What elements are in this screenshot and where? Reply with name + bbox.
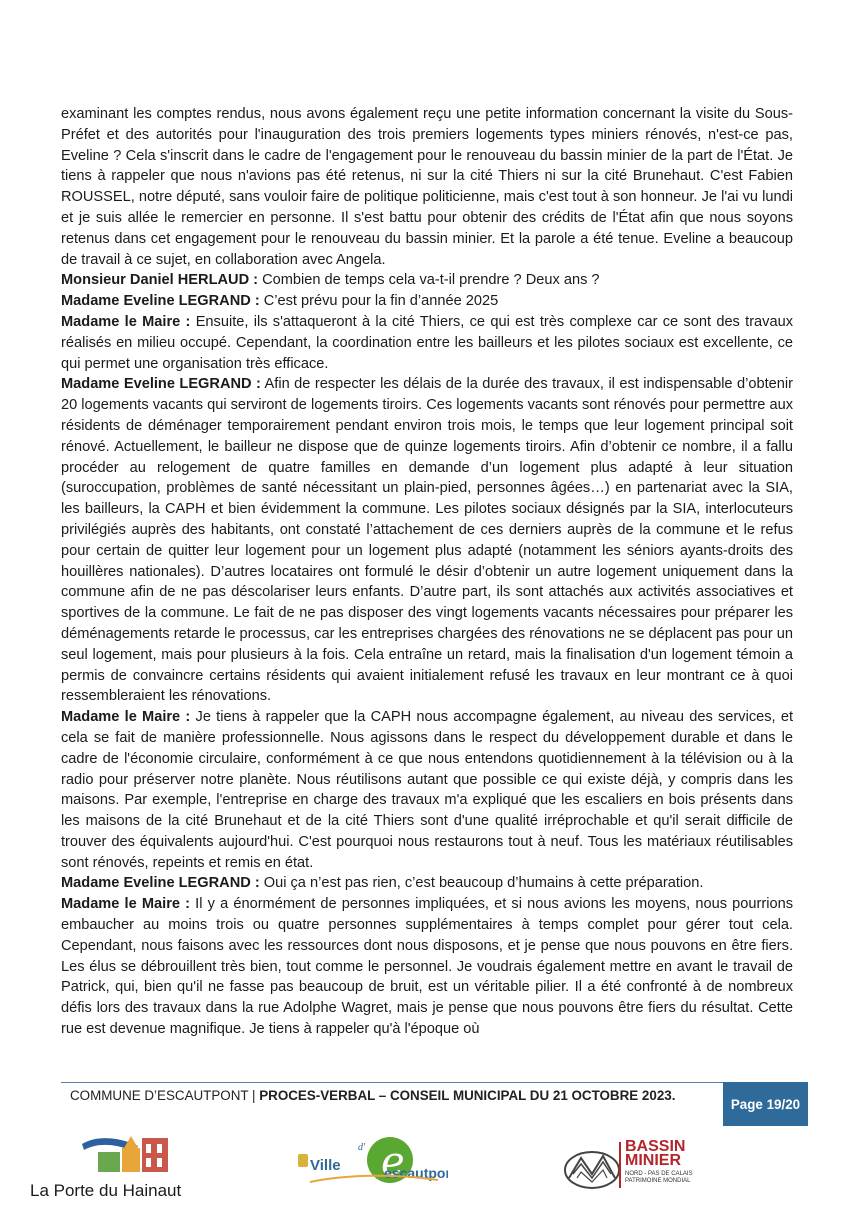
paragraph <box>61 894 793 1040</box>
paragraph-text: Je tiens à rappeler que la CAPH nous accompagne également, au niveau des services, et cela se fait de manière professionnelle. Nous agissons dans le respect du développement durable et dans le cadre de l'économie circulaire, conformément à ce que nous entendons quotidiennement à la télévision ou à la radio pour préserver notre planète. Nous réutilisons autant que possible ce qui existe déjà, y compris dans les maisons. Par exemple, l'entreprise en charge des travaux m'a expliqué que les escaliers en bois présents dans les maisons de la cité Brunehaut et de la cité Thiers sont d'une qualité irréprochable et qu'il serait difficile de trouver des équivalents aujourd'hui. C'est pourquoi nous restaurons tout à neuf. Tous les matériaux réutilisables sont rénovés, repeints et remis en état. <box>61 709 793 871</box>
bassin-title <box>625 1140 685 1168</box>
paragraph-text: C’est prévu pour la fin d’année 2025 <box>259 293 499 310</box>
escautpont-d: d' <box>358 1142 366 1153</box>
svg-text:e: e <box>381 1139 405 1185</box>
paragraph <box>61 291 793 312</box>
speaker-name: Madame Eveline LEGRAND : <box>61 875 260 892</box>
paragraph <box>61 270 793 291</box>
speaker-name: Madame le Maire : <box>61 313 191 330</box>
paragraph <box>61 707 793 873</box>
document-body <box>61 104 793 1040</box>
paragraph-text: Combien de temps cela va-t-il prendre ? Deux ans ? <box>258 272 600 289</box>
paragraph <box>61 374 793 707</box>
bassin-line-1: BASSIN <box>625 1138 686 1155</box>
paragraph-text: Afin de respecter les délais de la durée des travaux, il est indispensable d’obtenir 20 logements vacants qui serviront de logements tiroirs. Ces logements vacants sont rénovés pour permettre aux résidents de déménager temporairement pendant environ trois mois, le temps que leur logement principal soit rénové. Actuellement, le bailleur ne dispose que de quinze logements tiroirs. Afin d’obtenir ce nombre, il a fallu procéder au relogement de quatre familles en demande d’un logement plus adapté à leur situation (suroccupation, problèmes de santé nécessitant un plain-pied, personnes âgées…) en partenariat avec la SIA, les bailleurs, la CAPH et bien évidemment la commune. Les pilotes sociaux désignés par la SIA, interlocuteurs privilégiés auprès des habitants, ont constaté l’attachement de ces derniers auprès de la commune et le refus pour certain de quitter leur logement pour un logement plus adapté (notamment les séniors ayants-droits des houillères nationales). D’autres locataires ont formulé le désir d’obtenir un autre logement uniquement dans la commune afin de ne pas déscolariser leurs enfants. D’autre part, ils sont attachés aux activités associatives et sportives de la commune. Le fait de ne pas disposer des vingt logements vacants nécessaires pour préparer les déménagements retarde le processus, car les entreprises chargées des rénovations ne se déplacent pas pour un seul logement, mais pour plusieurs à la fois. Cela entraîne un retard, mais la finalisation d'un logement témoin a permis de convaincre certains résidents qui avaient initialement refusé les travaux en leur montrant ce à quoi ressembleraient les rénovations. <box>61 376 793 705</box>
escautpont-emblem-icon <box>288 1136 448 1200</box>
paragraph <box>61 873 793 894</box>
bassin-subtitle <box>625 1171 693 1185</box>
speaker-name: Madame le Maire : <box>61 709 191 726</box>
paragraph-text: Oui ça n’est pas rien, c’est beaucoup d’humains à cette préparation. <box>259 875 704 892</box>
paragraph-text: Ensuite, ils s'attaqueront à la cité Thiers, ce qui est très complexe car ce sont des travaux réalisés en milieu occupé. Cependant, la coordination entre les bailleurs et les pilotes sociaux est excellente, ce qui permet une organisation très efficace. <box>61 313 793 372</box>
page-number-badge: Page 19/20 <box>723 1082 808 1126</box>
bassin-sub-1: NORD - PAS DE CALAIS <box>625 1171 693 1177</box>
footer-commune: COMMUNE D’ESCAUTPONT | <box>70 1088 260 1103</box>
escautpont-ville: Ville <box>310 1157 341 1174</box>
paragraph <box>61 312 793 374</box>
hainaut-name: La Porte du Hainaut <box>30 1181 182 1200</box>
bassin-sub-2: PATRIMOINE MONDIAL <box>625 1178 691 1184</box>
speaker-name: Monsieur Daniel HERLAUD : <box>61 272 259 289</box>
speaker-name: Madame Eveline LEGRAND : <box>61 376 261 393</box>
paragraph-text: examinant les comptes rendus, nous avons également reçu une petite information concernant la visite du Sous-Préfet et des autorités pour l'inauguration des trois premiers logements types miniers rénovés, n'est-ce pas, Eveline ? Cela s'inscrit dans le cadre de l'engagement pour le renouveau du bassin minier de la part de l'État. Je tiens à rappeler que nous n'avions pas été retenus, ni sur la cité Thiers ni sur la cité Brunehaut. C'est Fabien ROUSSEL, notre député, sans vouloir faire de politique politicienne, mais c'est tout à son honneur. Je l'ai vu lundi et je suis allée le remercier en personne. Il s'est battu pour obtenir des crédits de l'État afin que nous soyons retenus dans cet engagement pour le renouveau du bassin minier. Et la parole a été tenue. Eveline a beaucoup de travail à ce sujet, en collaboration avec Angela. <box>61 106 793 268</box>
paragraph <box>61 104 793 270</box>
escautpont-name: escautpo <box>384 1165 446 1181</box>
speaker-name: Madame le Maire : <box>61 896 191 913</box>
la-porte-du-hainaut-logo <box>30 1130 210 1200</box>
footer-divider <box>61 1082 732 1083</box>
footer-title: PROCES-VERBAL – CONSEIL MUNICIPAL DU 21 OCTOBRE 2023. <box>259 1088 676 1103</box>
bassin-line-2: MINIER <box>625 1152 681 1169</box>
ville-escautpont-logo <box>288 1136 448 1200</box>
bassin-minier-logo <box>563 1140 723 1200</box>
speaker-name: Madame Eveline LEGRAND : <box>61 293 260 310</box>
hainaut-emblem-icon <box>78 1130 188 1178</box>
bassin-minier-emblem-icon <box>563 1144 621 1192</box>
footer-caption <box>70 1088 675 1103</box>
paragraph-text: Il y a énormément de personnes impliquées, et si nous avions les moyens, nous pourrions embaucher au moins trois ou quatre personnes supplémentaires à temps complet pour gérer tout cela. Cependant, nous faisons avec les ressources dont nous disposons, et je pense que nous pouvons en être fiers. Les élus se débrouillent très bien, tout comme le personnel. Je voudrais également mettre en avant le travail de Patrick, qui, bien qu'il ne fasse pas beaucoup de bruit, est un véritable pilier. Il a été confronté à de nombreux défis lors des travaux dans la rue Adolphe Wagret, mais je pense que nous pouvons être fiers du résultat. Cette rue est devenue magnifique. Je tiens à rappeler qu'à l'époque où <box>61 896 793 1038</box>
